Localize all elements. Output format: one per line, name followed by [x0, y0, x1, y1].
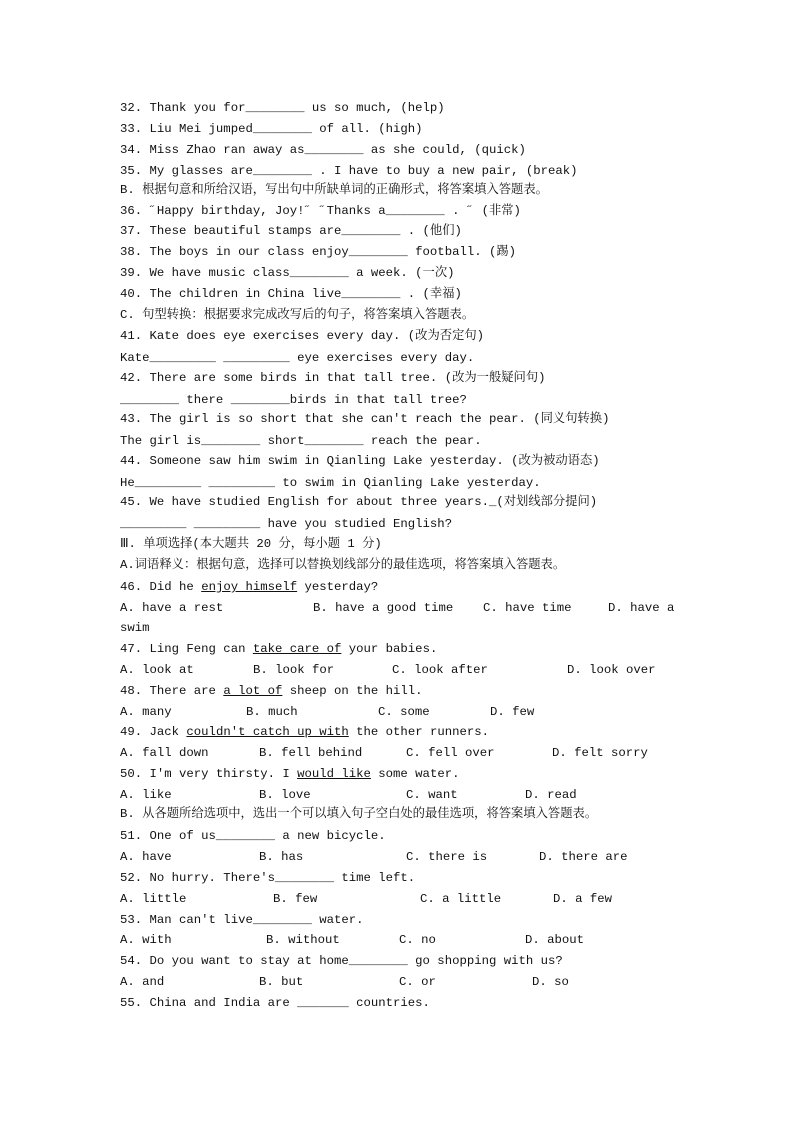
option-a: A. many — [120, 705, 172, 719]
question-42-answer-line: ________ there ________birds in that tall tree? — [120, 393, 467, 407]
option-a: A. little — [120, 892, 187, 906]
question-54: 54. Do you want to stay at home________ go shopping with us? — [120, 954, 563, 968]
option-a: A. have — [120, 850, 172, 864]
option-a: A. have a rest — [120, 601, 224, 615]
option-d: D. few — [490, 705, 535, 719]
question-53: 53. Man can't live________ water. — [120, 913, 364, 927]
section-3-heading: Ⅲ. 单项选择(本大题共 20 分，每小题 1 分) — [120, 537, 382, 551]
question-47: 47. Ling Feng can take care of your babies. — [120, 642, 438, 656]
question-50-options — [120, 785, 690, 805]
option-a: A. look at — [120, 663, 194, 677]
question-46: 46. Did he enjoy himself yesterday? — [120, 580, 379, 594]
question-45: 45. We have studied English for about three years._(对划线部分提问) — [120, 495, 598, 509]
question-46-options — [120, 598, 690, 618]
question-43: 43. The girl is so short that she can't reach the pear. (同义句转换) — [120, 412, 610, 426]
option-a: A. fall down — [120, 746, 209, 760]
question-36: 36. ˝Happy birthday, Joy!˝ ˝Thanks a________ . ˝ (非常) — [120, 204, 521, 218]
option-b: B. have a good time — [313, 601, 454, 615]
option-d: D. so — [532, 975, 569, 989]
option-c: C. want — [406, 788, 458, 802]
question-51: 51. One of us________ a new bicycle. — [120, 829, 386, 843]
option-d: D. there are — [539, 850, 628, 864]
question-35: 35. My glasses are________ . I have to buy a new pair, (break) — [120, 164, 578, 178]
option-d: D. felt sorry — [552, 746, 648, 760]
option-c: C. or — [399, 975, 436, 989]
part-b2-instructions: B. 从各题所给选项中，选出一个可以填入句子空白处的最佳选项，将答案填入答题表。 — [120, 807, 598, 821]
underlined-phrase: a lot of — [223, 684, 283, 698]
option-d: D. about — [525, 933, 585, 947]
question-42: 42. There are some birds in that tall tree. (改为一般疑问句) — [120, 371, 546, 385]
question-38: 38. The boys in our class enjoy________ football. (踢) — [120, 245, 517, 259]
part-b-instructions: B. 根据句意和所给汉语，写出句中所缺单词的正确形式，将答案填入答题表。 — [120, 183, 548, 197]
question-47-options — [120, 660, 690, 680]
question-37: 37. These beautiful stamps are________ . (他们) — [120, 224, 462, 238]
option-c: C. fell over — [406, 746, 495, 760]
underlined-phrase: enjoy himself — [201, 580, 298, 594]
option-b: B. much — [246, 705, 298, 719]
question-52-options — [120, 889, 690, 909]
question-46-option-wrap: swim — [120, 621, 150, 635]
option-a: A. and — [120, 975, 165, 989]
option-d: D. look over — [567, 663, 656, 677]
question-34: 34. Miss Zhao ran away as________ as she could, (quick) — [120, 143, 526, 157]
option-c: C. there is — [406, 850, 488, 864]
question-44-answer-line: He_________ _________ to swim in Qianling Lake yesterday. — [120, 476, 541, 490]
question-41-answer-line: Kate_________ _________ eye exercises every day. — [120, 351, 475, 365]
question-48: 48. There are a lot of sheep on the hill. — [120, 684, 423, 698]
option-b: B. without — [266, 933, 340, 947]
option-c: C. no — [399, 933, 436, 947]
option-b: B. love — [259, 788, 311, 802]
question-32: 32. Thank you for________ us so much, (help) — [120, 101, 445, 115]
part-a-instructions: A.词语释义：根据句意，选择可以替换划线部分的最佳选项，将答案填入答题表。 — [120, 558, 566, 572]
question-33: 33. Liu Mei jumped________ of all. (high) — [120, 122, 423, 136]
option-d: D. read — [525, 788, 577, 802]
option-c: C. a little — [420, 892, 502, 906]
part-c-instructions: C. 句型转换：根据要求完成改写后的句子，将答案填入答题表。 — [120, 308, 475, 322]
question-49-options — [120, 743, 690, 763]
question-39: 39. We have music class________ a week. (一次) — [120, 266, 455, 280]
option-b: B. has — [259, 850, 304, 864]
question-54-options — [120, 972, 690, 992]
question-50: 50. I'm very thirsty. I would like some water. — [120, 767, 460, 781]
question-44: 44. Someone saw him swim in Qianling Lake yesterday. (改为被动语态) — [120, 454, 600, 468]
question-48-options — [120, 702, 690, 722]
question-45-answer-line: _________ _________ have you studied English? — [120, 517, 453, 531]
question-40: 40. The children in China live________ . (幸福) — [120, 287, 462, 301]
question-53-options — [120, 930, 690, 950]
question-52: 52. No hurry. There's________ time left. — [120, 871, 416, 885]
option-c: C. look after — [392, 663, 488, 677]
option-a: A. with — [120, 933, 172, 947]
option-b: B. but — [259, 975, 304, 989]
option-c: C. some — [378, 705, 430, 719]
underlined-phrase: couldn't catch up with — [186, 725, 349, 739]
question-51-options — [120, 847, 690, 867]
option-d: D. have a — [608, 601, 675, 615]
question-41: 41. Kate does eye exercises every day. (改为否定句) — [120, 329, 485, 343]
question-49: 49. Jack couldn't catch up with the other runners. — [120, 725, 489, 739]
option-b: B. look for — [253, 663, 335, 677]
option-c: C. have time — [483, 601, 572, 615]
option-b: B. fell behind — [259, 746, 363, 760]
underlined-phrase: take care of — [252, 642, 342, 656]
underlined-phrase: would like — [297, 767, 371, 781]
option-b: B. few — [273, 892, 318, 906]
question-55: 55. China and India are _______ countries. — [120, 996, 430, 1010]
question-43-answer-line: The girl is________ short________ reach the pear. — [120, 434, 482, 448]
option-a: A. like — [120, 788, 172, 802]
option-d: D. a few — [553, 892, 613, 906]
